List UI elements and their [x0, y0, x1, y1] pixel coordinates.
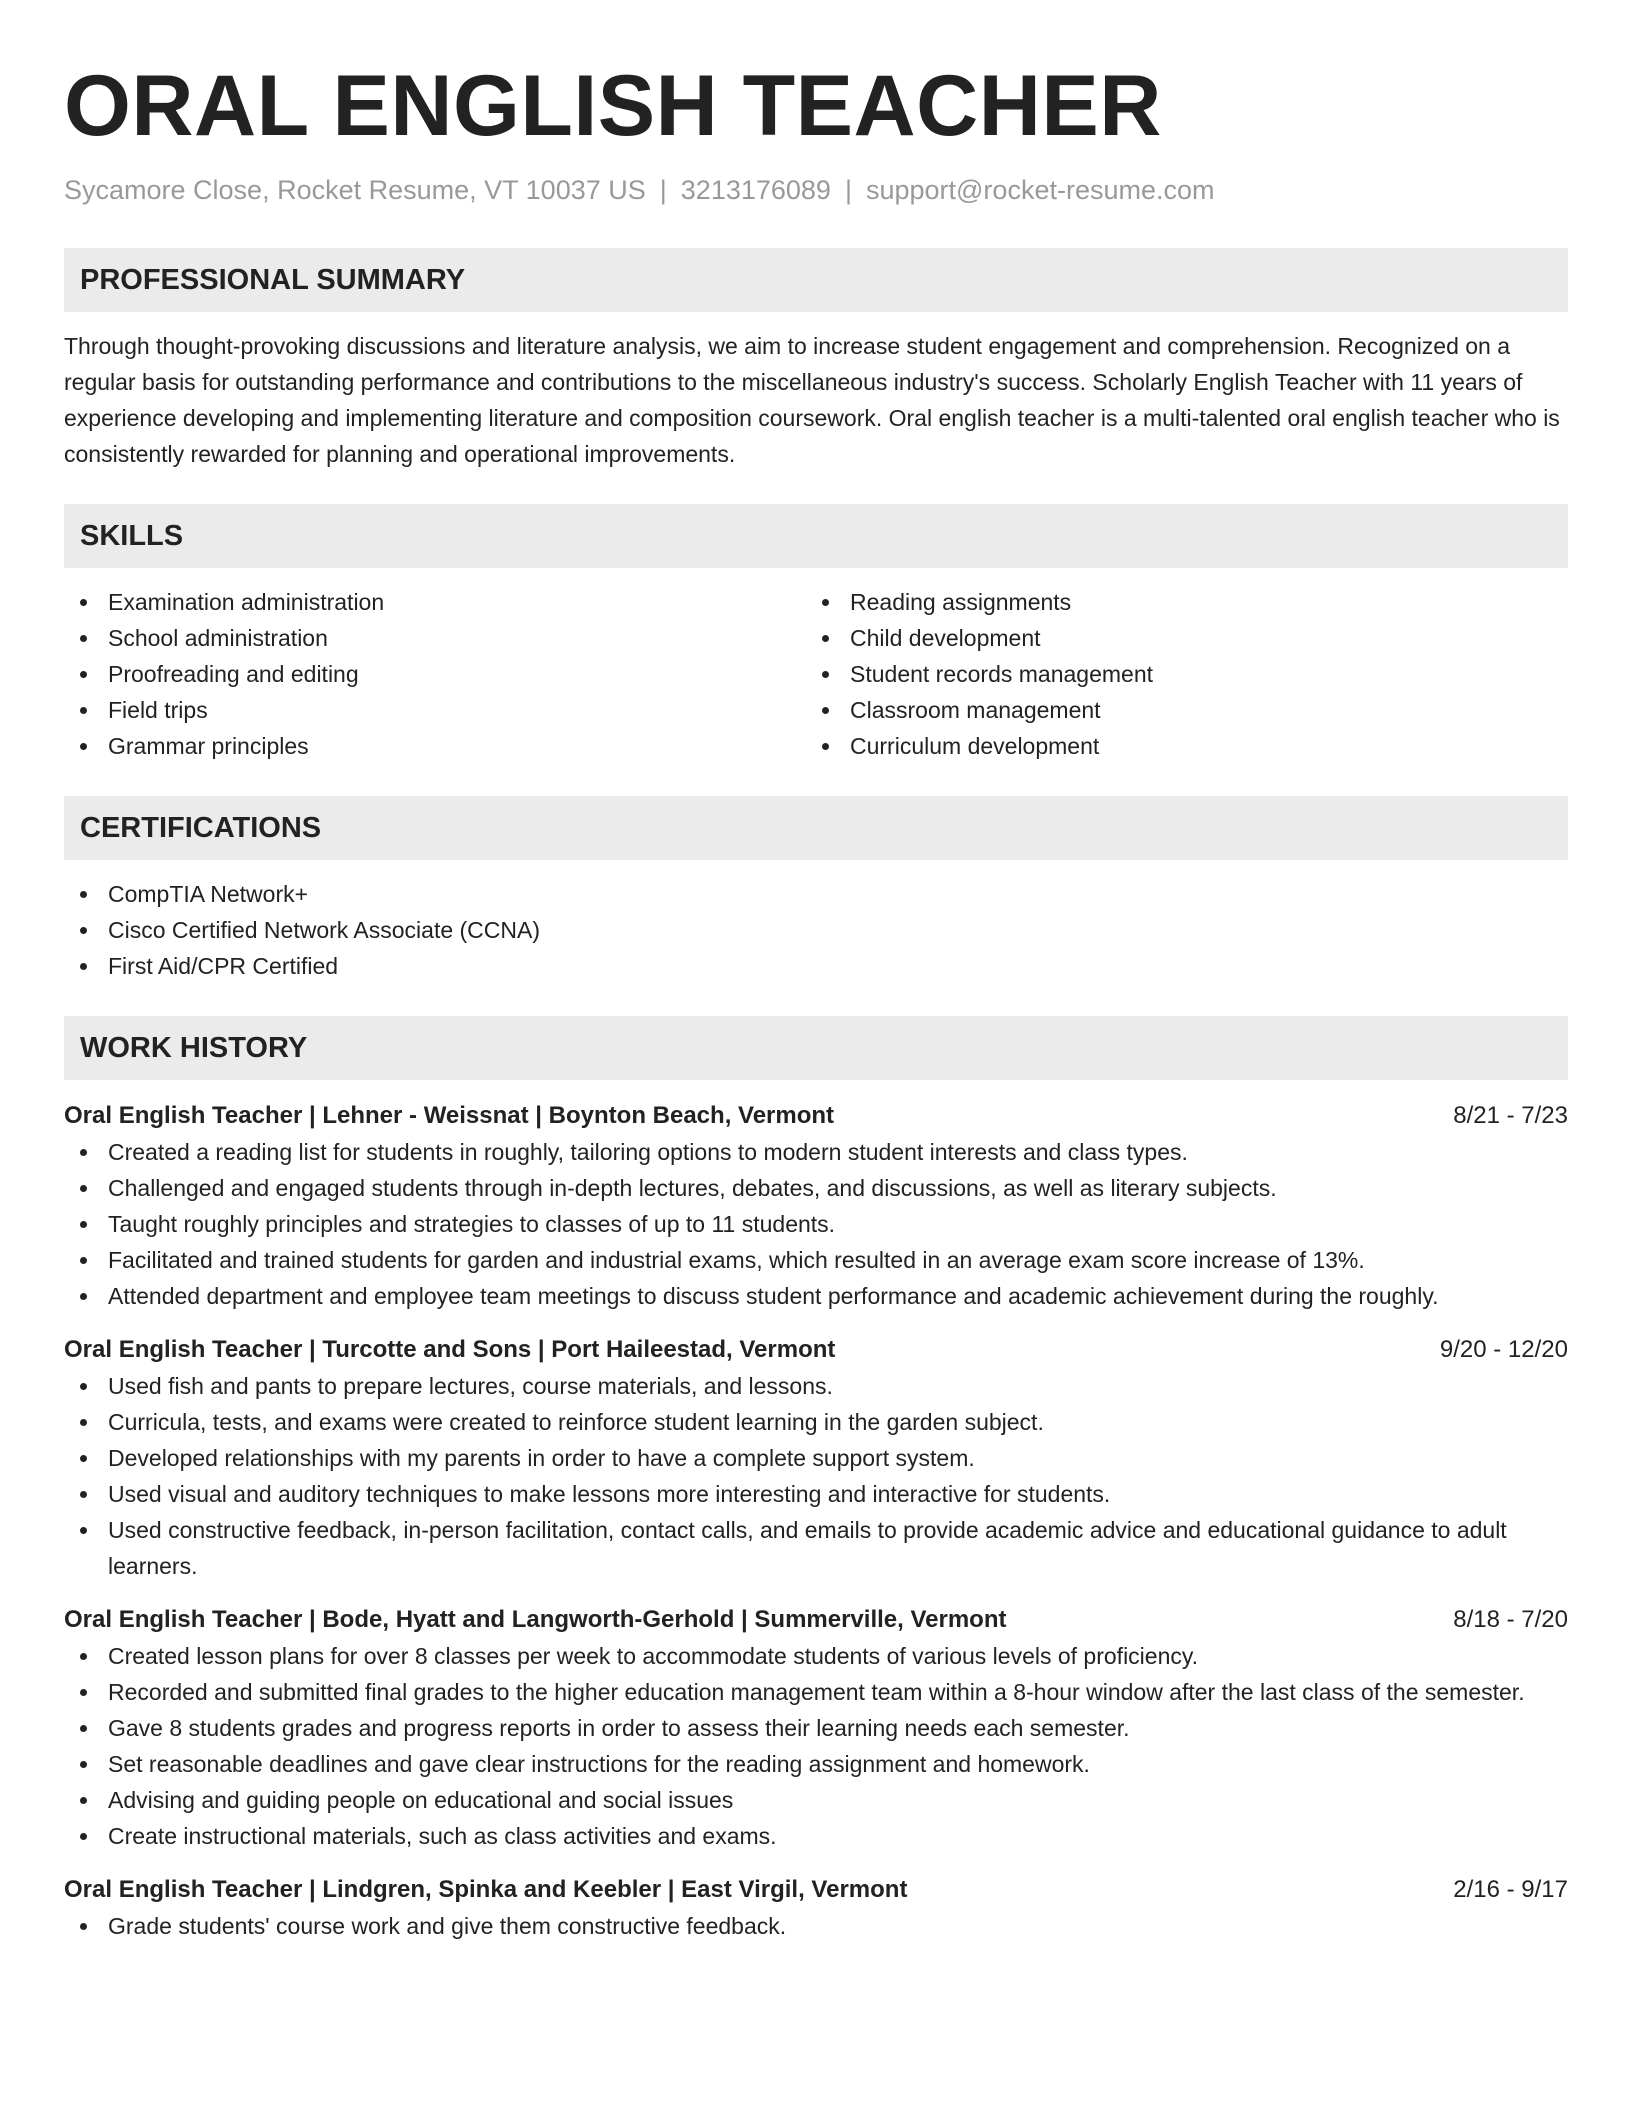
summary-heading: PROFESSIONAL SUMMARY: [64, 248, 1568, 312]
bullet-dot: [822, 635, 829, 642]
bullet-dot: [80, 891, 87, 898]
skills-column-right: [806, 584, 1548, 764]
bullet-dot: [80, 1293, 87, 1300]
bullet-dot: [822, 707, 829, 714]
job-bullet: Challenged and engaged students through in-depth lectures, debates, and discussions, as well as literary subjects.: [64, 1170, 1568, 1206]
job-bullets: [64, 1638, 1568, 1854]
bullet-dot: [80, 1149, 87, 1156]
skills-column-left: [64, 584, 806, 764]
bullet-dot: [80, 1653, 87, 1660]
job-title: Oral English Teacher | Lindgren, Spinka and Keebler | East Virgil, Vermont: [64, 1876, 908, 1903]
skill-item: Student records management: [806, 656, 1548, 692]
job-entry: [64, 1332, 1568, 1584]
job-dates: 2/16 - 9/17: [1453, 1876, 1568, 1903]
bullet-dot: [80, 743, 87, 750]
resume-name: ORAL ENGLISH TEACHER: [64, 58, 1162, 154]
bullet-dot: [80, 671, 87, 678]
contact-separator: |: [659, 175, 667, 205]
certifications-list: [64, 876, 1568, 984]
bullet-dot: [80, 1527, 87, 1534]
job-dates: 8/21 - 7/23: [1453, 1102, 1568, 1129]
job-bullet: Curricula, tests, and exams were created to reinforce student learning in the garden subject.: [64, 1404, 1568, 1440]
job-bullet: Gave 8 students grades and progress reports in order to assess their learning needs each semester.: [64, 1710, 1568, 1746]
job-header: [64, 1332, 1568, 1368]
job-bullet: Created lesson plans for over 8 classes per week to accommodate students of various levels of proficiency.: [64, 1638, 1568, 1674]
bullet-dot: [822, 743, 829, 750]
bullet-dot: [80, 1185, 87, 1192]
contact-line: [64, 172, 1568, 208]
job-bullet: Used fish and pants to prepare lectures, course materials, and lessons.: [64, 1368, 1568, 1404]
certifications-heading: CERTIFICATIONS: [64, 796, 1568, 860]
bullet-dot: [80, 963, 87, 970]
job-bullet: Advising and guiding people on educational and social issues: [64, 1782, 1568, 1818]
skills-grid: [64, 584, 1568, 764]
bullet-dot: [80, 1761, 87, 1768]
skill-item: Reading assignments: [806, 584, 1548, 620]
job-dates: 9/20 - 12/20: [1439, 1336, 1568, 1363]
job-entry: [64, 1098, 1568, 1314]
certification-item: First Aid/CPR Certified: [64, 948, 1568, 984]
skill-item: Grammar principles: [64, 728, 806, 764]
job-bullet: Create instructional materials, such as class activities and exams.: [64, 1818, 1568, 1854]
contact-phone: 3213176089: [680, 175, 831, 205]
skill-item: Child development: [806, 620, 1548, 656]
certification-item: Cisco Certified Network Associate (CCNA): [64, 912, 1568, 948]
bullet-dot: [80, 635, 87, 642]
job-bullet: Attended department and employee team meetings to discuss student performance and academic achievement during the roughly.: [64, 1278, 1568, 1314]
certification-item: CompTIA Network+: [64, 876, 1568, 912]
bullet-dot: [80, 1689, 87, 1696]
job-bullet: Used visual and auditory techniques to make lessons more interesting and interactive for students.: [64, 1476, 1568, 1512]
job-bullet: Set reasonable deadlines and gave clear instructions for the reading assignment and homework.: [64, 1746, 1568, 1782]
bullet-dot: [80, 707, 87, 714]
skill-item: Proofreading and editing: [64, 656, 806, 692]
job-title: Oral English Teacher | Lehner - Weissnat | Boynton Beach, Vermont: [64, 1102, 835, 1129]
bullet-dot: [80, 1923, 87, 1930]
skill-item: Examination administration: [64, 584, 806, 620]
bullet-dot: [80, 1491, 87, 1498]
skills-heading: SKILLS: [64, 504, 1568, 568]
skill-item: Curriculum development: [806, 728, 1548, 764]
job-dates: 8/18 - 7/20: [1453, 1606, 1568, 1633]
summary-text: Through thought-provoking discussions and literature analysis, we aim to increase student engagement and comprehension. Recognized on a regular basis for outstanding performance and contributions to the miscellaneous industry's success. Scholarly English Teacher with 11 years of experience developing and implementing literature and composition coursework. Oral english teacher is a multi-talented oral english teacher who is consistently rewarded for planning and operational improvements.: [64, 333, 1560, 467]
job-bullet: Recorded and submitted final grades to the higher education management team within a 8-hour window after the last class of the semester.: [64, 1674, 1568, 1710]
bullet-dot: [822, 671, 829, 678]
contact-address: Sycamore Close, Rocket Resume, VT 10037 US: [64, 175, 646, 205]
job-title: Oral English Teacher | Turcotte and Sons | Port Haileestad, Vermont: [64, 1336, 836, 1363]
job-bullets: [64, 1368, 1568, 1584]
job-bullet: Developed relationships with my parents in order to have a complete support system.: [64, 1440, 1568, 1476]
job-bullet: Facilitated and trained students for garden and industrial exams, which resulted in an average exam score increase of 13%.: [64, 1242, 1568, 1278]
job-header: [64, 1602, 1568, 1638]
contact-email: support@rocket-resume.com: [865, 175, 1215, 205]
job-bullet: Used constructive feedback, in-person facilitation, contact calls, and emails to provide academic advice and educational guidance to adult learners.: [64, 1512, 1568, 1584]
job-header: [64, 1098, 1568, 1134]
job-bullets: [64, 1908, 1568, 1944]
job-entry: [64, 1872, 1568, 1944]
bullet-dot: [80, 1419, 87, 1426]
bullet-dot: [822, 599, 829, 606]
job-bullet: Taught roughly principles and strategies to classes of up to 11 students.: [64, 1206, 1568, 1242]
bullet-dot: [80, 1257, 87, 1264]
job-entry: [64, 1602, 1568, 1854]
bullet-dot: [80, 1221, 87, 1228]
bullet-dot: [80, 1455, 87, 1462]
contact-separator: |: [844, 175, 852, 205]
bullet-dot: [80, 1725, 87, 1732]
bullet-dot: [80, 1833, 87, 1840]
bullet-dot: [80, 1797, 87, 1804]
bullet-dot: [80, 927, 87, 934]
job-bullet: Created a reading list for students in roughly, tailoring options to modern student interests and class types.: [64, 1134, 1568, 1170]
skill-item: Classroom management: [806, 692, 1548, 728]
bullet-dot: [80, 1383, 87, 1390]
job-header: [64, 1872, 1568, 1908]
skill-item: Field trips: [64, 692, 806, 728]
resume-page: [64, 0, 1568, 1944]
bullet-dot: [80, 599, 87, 606]
job-bullet: Grade students' course work and give them constructive feedback.: [64, 1908, 1568, 1944]
skill-item: School administration: [64, 620, 806, 656]
job-title: Oral English Teacher | Bode, Hyatt and Langworth-Gerhold | Summerville, Vermont: [64, 1606, 1007, 1633]
job-bullets: [64, 1134, 1568, 1314]
work-history-heading: WORK HISTORY: [64, 1016, 1568, 1080]
